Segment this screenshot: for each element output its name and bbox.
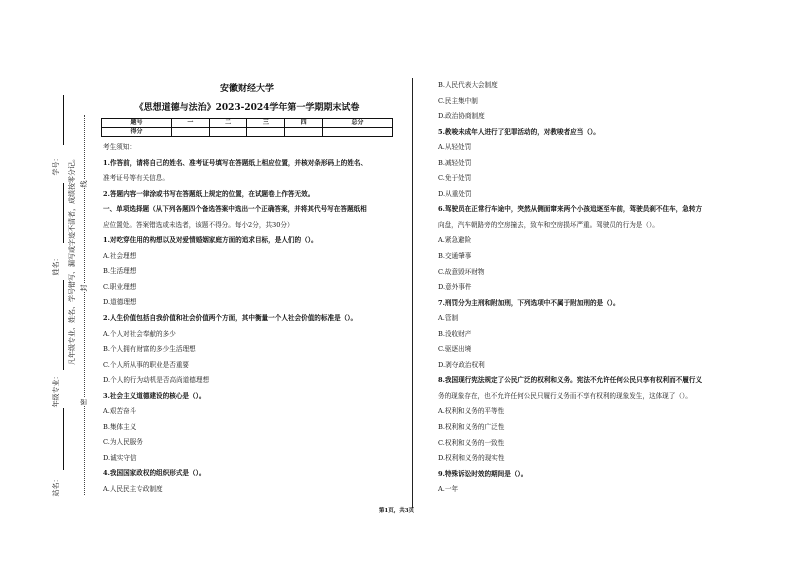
seal-mark: 线 — [80, 180, 88, 188]
exam-title: 《思想道德与法治》2023-2024学年第一学期期末试卷 — [134, 103, 360, 113]
right-column — [438, 78, 702, 498]
score-cell[interactable] — [322, 128, 392, 137]
score-table — [101, 118, 393, 137]
question-text: 向盘，汽车朝路旁的空房撞去，致车和空房损坏严重。驾驶员的行为是（）。 — [438, 220, 659, 229]
score-cell[interactable] — [285, 128, 323, 137]
answer-option: A.紧急避险 — [438, 236, 472, 245]
score-cell[interactable] — [172, 128, 210, 137]
seal-mark: 密 — [80, 398, 88, 406]
answer-option: A.人民民主专政制度 — [103, 485, 163, 494]
answer-option: B.交通肇事 — [438, 252, 472, 261]
score-table-score-row — [102, 128, 393, 137]
answer-option: A.艰苦奋斗 — [103, 407, 137, 416]
grade-major-label: 年级专业： — [52, 372, 60, 408]
score-cell[interactable] — [247, 128, 285, 137]
table-cell: 一 — [172, 119, 210, 128]
answer-option: A.个人对社会奉献的多少 — [103, 329, 176, 338]
score-cell[interactable] — [209, 128, 247, 137]
table-cell: 总分 — [322, 119, 392, 128]
station-line — [63, 408, 64, 470]
table-cell: 三 — [247, 119, 285, 128]
question-text: 5.教唆未成年人进行了犯罪活动的，对教唆者应当（）。 — [438, 127, 600, 136]
question-text: 6.驾驶员在正常行车途中，突然从侧面窜来两个小孩追逐至车前，驾驶员刹不住车，急转方 — [438, 205, 703, 214]
name-label: 姓名： — [52, 254, 60, 276]
question-text: 7.刑罚分为主刑和附加刑，下列选项中不属于附加刑的是（）。 — [438, 298, 620, 307]
table-cell: 题号 — [102, 119, 172, 128]
answer-option: A.社会理想 — [103, 251, 137, 260]
answer-option: A.管制 — [438, 314, 459, 323]
question-text: 2.答题内容一律涂或书写在答题纸上规定的位置，在试题卷上作答无效。 — [103, 189, 315, 198]
student-id-label: 学号： — [52, 154, 60, 176]
question-text: 3.社会主义道德建设的核心是（）。 — [103, 391, 206, 400]
answer-option: C.为人民服务 — [103, 438, 143, 447]
answer-option: C.故意毁坏财物 — [438, 267, 485, 276]
answer-option: D.从重处罚 — [438, 189, 472, 198]
grade-major-line — [63, 280, 64, 370]
answer-option: D.个人的行为动机是否高尚道德理想 — [103, 376, 210, 385]
question-text: 1.对吃穿住用的构想以及对爱情婚姻家庭方面的追求目标，是人们的（）。 — [103, 236, 318, 245]
question-text: 应位置处。答案错选或未选者，该题不得分。每小2分，共30分） — [103, 220, 294, 229]
score-table-header-row — [102, 119, 393, 128]
answer-option: D.诚实守信 — [103, 453, 137, 462]
answer-option: C.免于处罚 — [438, 174, 472, 183]
answer-option: B.人民代表大会制度 — [438, 81, 498, 89]
question-text: 2.人生价值包括自我价值和社会价值两个方面，其中衡量一个人社会价值的标准是（）。 — [103, 314, 358, 323]
answer-option: C.个人所从事的职业是否重要 — [103, 360, 190, 369]
answer-option: C.民主集中制 — [438, 96, 478, 105]
answer-option: D.权利和义务的现实性 — [438, 454, 505, 463]
seal-dotted-line — [84, 115, 85, 495]
answer-option: B.集体主义 — [103, 422, 137, 431]
answer-option: B.权利和义务的广泛性 — [438, 423, 505, 432]
station-label: 站名： — [52, 475, 60, 497]
answer-option: D.道德理想 — [103, 298, 137, 307]
table-cell: 二 — [209, 119, 247, 128]
question-text: 考生须知： — [103, 143, 136, 151]
question-text: 准考证号等有关信息。 — [103, 174, 169, 183]
answer-option: B.生活理想 — [103, 267, 137, 276]
question-text: 务的现象存在，也不允许任何公民只履行义务而不享有权利的现象发生，这体现了（）。 — [438, 391, 692, 400]
left-column — [103, 140, 367, 498]
table-cell: 得分 — [102, 128, 172, 137]
column-divider — [412, 78, 413, 508]
answer-option: A.权利和义务的平等性 — [438, 407, 505, 416]
name-line — [63, 183, 64, 243]
answer-option: A.一年 — [438, 485, 459, 494]
question-text: 9.特殊诉讼时效的期间是（）。 — [438, 469, 528, 478]
university-name: 安徽财经大学 — [219, 84, 274, 94]
student-id-line — [63, 95, 64, 145]
answer-option: C.职业理想 — [103, 282, 137, 291]
answer-option: D.剥夺政治权利 — [438, 360, 485, 369]
answer-option: D.意外事件 — [438, 283, 472, 292]
table-cell: 四 — [285, 119, 323, 128]
answer-option: B.没收财产 — [438, 329, 472, 338]
answer-option: D.政治协商制度 — [438, 112, 485, 121]
answer-option: B.个人拥有财富的多少生活理想 — [103, 345, 196, 354]
answer-option: C.驱逐出境 — [438, 345, 472, 354]
seal-mark: 封 — [80, 284, 88, 292]
question-text: 4.我国国家政权的组织形式是（）。 — [103, 469, 206, 478]
answer-option: B.减轻处罚 — [438, 158, 472, 167]
question-text: 8.我国现行宪法规定了公民广泛的权利和义务。宪法不允许任何公民只享有权利而不履行义 — [438, 376, 703, 385]
notice-text: 凡年级专业、姓名、学号错写、漏写或字迹不清者，成绩按零分记。 — [68, 155, 76, 365]
page-number: 第1页，共3页 — [378, 508, 415, 514]
question-text: 1.作答前，请将自己的姓名、准考证号填写在答题纸上相应位置，并核对条形码上的姓名、 — [103, 158, 368, 167]
question-text: 一、单项选择题（从下列各题四个备选答案中选出一个正确答案，并将其代号写在答题纸相 — [103, 205, 367, 214]
answer-option: C.权利和义务的一致性 — [438, 438, 505, 447]
answer-option: A.从轻处罚 — [438, 143, 472, 152]
